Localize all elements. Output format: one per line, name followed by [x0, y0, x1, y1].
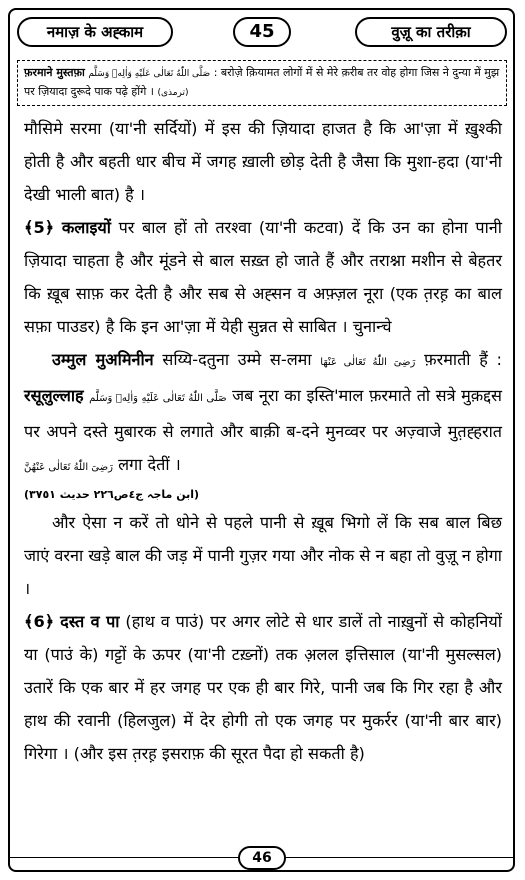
keyword-hands-feet: दस्त व पा [60, 612, 120, 631]
main-text [24, 112, 502, 770]
paragraph-4: और ऐसा न करें तो धोने से पहले पानी से ख़ूब भिगो लें कि सब बाल बिछ जाएं वरना खड़े बाल की जड़ में पानी गुज़र गया और नोक से न बहा तो वुज़ू न होगा । [24, 513, 502, 598]
paragraph-2-text: पर बाल हों तो तरश्वा (या'नी कटवा) दें कि उन का होना पानी ज़ियादा चाहता है और मूंडने से बाल सख़्त हो जाते हैं और तराश्ना मशीन से बेहतर कि ख़ूब साफ़ कर देती है और सब से अह्सन व अफ़्ज़ल नूरा (एक त़रह़ का बाल सफ़ा पाउडर) है कि इन आ'ज़ा में येही सुन्नत से साबित । चुनान्चे [24, 218, 502, 336]
paragraph-1: मौसिमे सरमा (या'नी सर्दियों) में इस की ज़ियादा हाजत है कि आ'ज़ा में ख़ुश्की होती है और बहती धार बीच में जगह ख़ाली छोड़ देती है जैसा कि मुशा-हदा (या'नी देखी भाली बात) है । [24, 119, 502, 204]
point-number-6: ﴾6﴿ [24, 612, 55, 631]
hadith-box [17, 60, 507, 106]
arabic-blessing-1: رَضِیَ اللّٰهُ تَعَالٰى عَنْهَا [320, 357, 416, 368]
keyword-ummul-muminin: उम्मुल मुअमिनीन [52, 350, 154, 369]
keyword-rasulullah: रसूलुल्लाह [24, 386, 84, 405]
chapter-title-badge: वुज़ू का तरीक़ा [355, 17, 507, 47]
point-number-5: ﴾5﴿ [24, 218, 55, 237]
arabic-blessing-3: رَضِیَ اللّٰهُ تَعَالٰى عَنْهُنَّ [24, 462, 113, 473]
paragraph-2 [24, 211, 502, 343]
paragraph-3-a: सय्यि-दतुना उम्मे स-लमा [153, 350, 321, 369]
book-title-badge: नमाज़ के अह्काम [17, 17, 173, 47]
paragraph-5-text: (हाथ व पाउं) पर अगर लोटे से धार डालें तो नाख़ुनों से कोहनियों या (पाउं के) गट्टों के ऊपर (या'नी टख़्नों) तक अ़लल इत्तिसाल (या'नी मुसल्सल) उतारें कि एक बार में हर जगह पर एक ही बार गिरे, पानी जब कि गिर रहा है और हाथ की रवानी (हिलजुल) में देर होगी तो एक जगह पर मुकर्रर (या'नी बार बार) गिरेगा । (और इस त़रह़ इसराफ़ की सूरत पैदा हो सकती है) [24, 612, 502, 763]
keyword-wrists: कलाइयों [61, 218, 111, 237]
paragraph-3 [24, 343, 502, 484]
hadith-label: फ़रमाने मुस्तफ़ा [24, 66, 85, 79]
salawat-arabic: صَلَّى اللّٰهُ تَعَالٰى عَلَيْهِ وَاٰلِهٖ وَسَلَّم [88, 69, 211, 79]
footer-page-number: 46 [238, 846, 286, 870]
hadith-text: : बरोज़े क़ियामत लोगों में से मेरे क़रीब तर वोह होगा जिस ने दुन्या में मुझ पर ज़ियादा दुरूदे पाक पढ़े होंगे । [24, 66, 500, 98]
hadith-source: (ترمذی) [157, 88, 189, 98]
arabic-blessing-2: صَلَّى اللّٰهُ تَعَالٰى عَلَيْهِ وَاٰلِهٖ وَسَلَّم [89, 393, 227, 404]
paragraph-5 [24, 605, 502, 770]
paragraph-3-d: लगा देतीं । [112, 455, 181, 474]
paragraph-3-b: फ़रमाती हैं : [415, 350, 502, 369]
hadith-reference: (ابن ماجہ ج٤ص٢٢٦ حديث ٣٧٥١) [24, 488, 200, 501]
page-number-badge: 45 [233, 17, 291, 47]
paragraph-3-c: जब नूरा का इस्ति'माल फ़रमाते तो सत्रे मुक़द्दस पर अपने दस्ते मुबारक से लगाते और बाक़ी ब-दने मुनव्वर पर अज़्वाजे मुत़ह्हरात [24, 386, 502, 441]
